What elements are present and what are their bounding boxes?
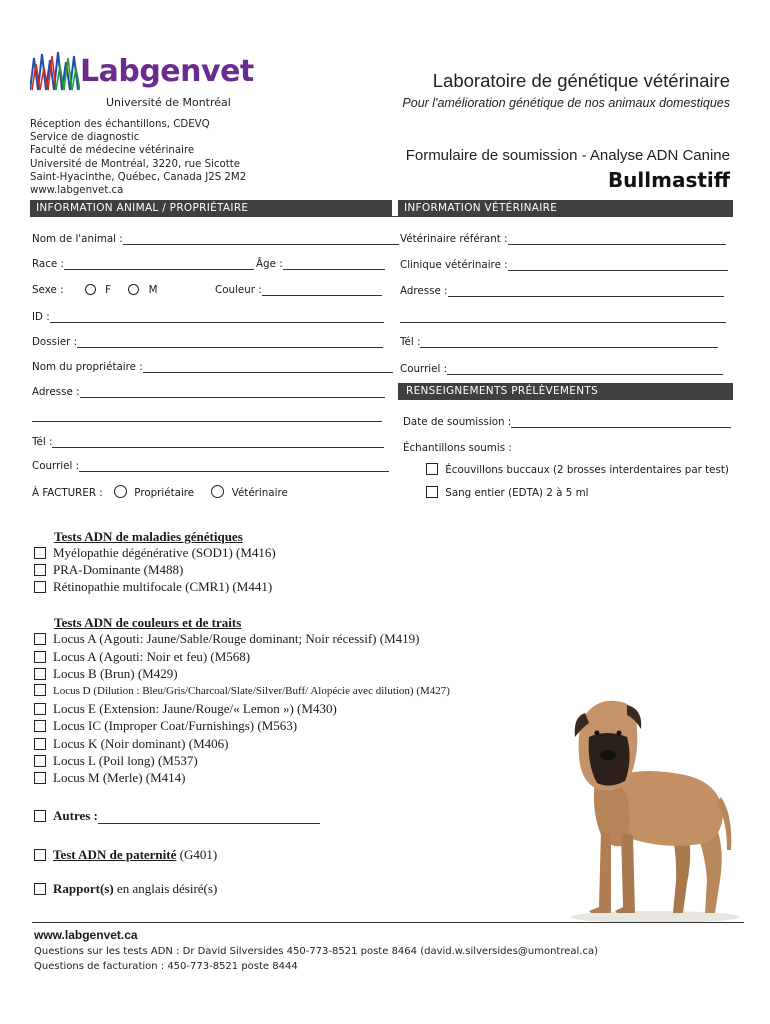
logo (30, 48, 254, 110)
trait-test-item[interactable] (34, 701, 337, 717)
radio-label: Vétérinaire (231, 487, 288, 499)
report-english-checkbox[interactable] (34, 883, 46, 895)
field-label: Vétérinaire référant : (400, 233, 508, 245)
samples-section-title: RENSEIGNEMENTS PRÉLÈVEMENTS (406, 385, 599, 397)
disease-test-checkbox[interactable] (34, 564, 46, 576)
other-test-item[interactable] (34, 808, 320, 824)
radio-label: F (105, 284, 112, 296)
trait-test-item[interactable] (34, 666, 178, 682)
trait-test-item[interactable] (34, 753, 198, 769)
id-field[interactable] (32, 311, 384, 323)
sex-m-radio[interactable] (128, 284, 139, 295)
field-label: Nom de l'animal : (32, 233, 123, 245)
brand-subtitle: Université de Montréal (106, 96, 231, 109)
age-field[interactable] (256, 258, 385, 270)
address-line: Saint-Hyacinthe, Québec, Canada J2S 2M2 (30, 171, 247, 183)
disease-test-item[interactable] (34, 545, 276, 561)
field-label: Adresse : (32, 386, 80, 398)
trait-test-item[interactable] (34, 770, 186, 786)
dossier-field[interactable] (32, 336, 383, 348)
test-label: Rétinopathie multifocale (CMR1) (M441) (53, 579, 273, 594)
vet-address-field[interactable] (400, 285, 724, 297)
dna-chromatogram-icon (30, 50, 80, 96)
trait-test-item[interactable] (34, 649, 250, 665)
address-line: Réception des échantillons, CDEVQ (30, 119, 210, 130)
blood-checkbox[interactable] (426, 486, 438, 498)
samples-section-header (398, 383, 733, 400)
owner-phone-field[interactable] (32, 436, 384, 448)
test-label: Locus K (Noir dominant) (M406) (53, 736, 229, 751)
footer-billing-contact: Questions de facturation : 450-773-8521 poste 8444 (34, 961, 298, 972)
color-field[interactable] (215, 284, 382, 296)
test-label: Locus B (Brun) (M429) (53, 666, 178, 681)
animal-owner-section-header: INFORMATION ANIMAL / PROPRIÉTAIRE (30, 200, 392, 217)
sex-field (32, 284, 158, 296)
test-label: Locus A (Agouti: Jaune/Sable/Rouge dominant; Noir récessif) (M419) (53, 631, 420, 646)
report-label: Rapport(s) (53, 881, 114, 896)
paternity-test-item[interactable] (34, 847, 217, 863)
bullmastiff-dog-image (555, 685, 755, 925)
submission-date-field[interactable] (403, 416, 731, 428)
footer-rule (32, 922, 744, 923)
referring-vet-field[interactable] (400, 233, 726, 245)
owner-address-line-2[interactable] (32, 421, 382, 422)
field-label: Tél : (400, 336, 421, 348)
trait-test-item[interactable] (34, 684, 450, 697)
test-label: Locus M (Merle) (M414) (53, 770, 186, 785)
other-input-line[interactable] (98, 811, 320, 824)
footer-website-link[interactable]: www.labgenvet.ca (34, 928, 138, 942)
trait-test-checkbox[interactable] (34, 633, 46, 645)
field-label: Courriel : (32, 460, 80, 472)
trait-tests-title: Tests ADN de couleurs et de traits (54, 615, 242, 630)
buccal-swab-checkbox[interactable] (426, 463, 438, 475)
field-label: Clinique vétérinaire : (400, 259, 508, 271)
lab-subtitle: Pour l'amélioration génétique de nos animaux domestiques (402, 96, 730, 110)
other-test-checkbox[interactable] (34, 810, 46, 822)
disease-test-item[interactable] (34, 562, 183, 578)
test-label: PRA-Dominante (M488) (53, 562, 184, 577)
sex-f-radio[interactable] (85, 284, 96, 295)
owner-email-field[interactable] (32, 460, 389, 472)
footer-tests-contact: Questions sur les tests ADN : Dr David Silversides 450-773-8521 poste 8464 (david.w.silversides@umontreal.ca) (34, 946, 598, 957)
vet-email-field[interactable] (400, 363, 723, 375)
field-label: ID : (32, 311, 50, 323)
lab-title: Laboratoire de génétique vétérinaire (432, 70, 730, 91)
field-label: Âge : (256, 258, 283, 270)
vet-phone-field[interactable] (400, 336, 718, 348)
test-label: Locus A (Agouti: Noir et feu) (M568) (53, 649, 251, 664)
radio-label: M (148, 284, 158, 296)
test-label: Locus E (Extension: Jaune/Rouge/« Lemon ») (M430) (53, 701, 337, 716)
field-label: Tél : (32, 436, 53, 448)
breed-title: Bullmastiff (607, 168, 730, 192)
race-field[interactable] (32, 258, 254, 270)
paternity-checkbox[interactable] (34, 849, 46, 861)
trait-test-checkbox[interactable] (34, 720, 46, 732)
animal-name-field[interactable] (32, 233, 399, 245)
report-label-rest: en anglais désiré(s) (116, 881, 218, 896)
other-label: Autres : (53, 808, 98, 823)
field-label: Adresse : (400, 285, 448, 297)
billing-field (32, 485, 288, 499)
paternity-label: Test ADN de paternité (53, 847, 177, 862)
website-link[interactable]: www.labgenvet.ca (30, 185, 124, 197)
trait-test-item[interactable] (34, 631, 419, 647)
report-english-item[interactable] (34, 881, 217, 897)
test-label: Locus D (Dilution : Bleu/Gris/Charcoal/Slate/Silver/Buff/ Alopécie avec dilution) (M427) (53, 685, 450, 697)
header-rule (392, 216, 398, 217)
clinic-field[interactable] (400, 259, 728, 271)
trait-test-item[interactable] (34, 718, 297, 734)
field-label: Sexe : (32, 284, 64, 296)
samples-submitted-label: Échantillons soumis : (403, 442, 512, 454)
test-label: Locus L (Poil long) (M537) (53, 753, 198, 768)
billing-owner-radio[interactable] (114, 485, 127, 498)
field-label: Courriel : (400, 363, 448, 375)
address-line: Service de diagnostic (30, 132, 140, 144)
radio-label: Propriétaire (134, 487, 195, 499)
option-label: Sang entier (EDTA) 2 à 5 ml (445, 487, 589, 499)
trait-test-checkbox[interactable] (34, 668, 46, 680)
disease-tests-title: Tests ADN de maladies génétiques (54, 529, 243, 544)
form-title: Formulaire de soumission - Analyse ADN Canine (405, 147, 730, 164)
disease-test-item[interactable] (34, 579, 272, 595)
trait-test-checkbox[interactable] (34, 684, 46, 696)
disease-test-checkbox[interactable] (34, 581, 46, 593)
field-label: Couleur : (215, 284, 262, 296)
billing-vet-radio[interactable] (211, 485, 224, 498)
field-label: Dossier : (32, 336, 78, 348)
owner-address-field[interactable] (32, 386, 385, 398)
trait-test-checkbox[interactable] (34, 651, 46, 663)
paternity-code: (G401) (179, 847, 218, 862)
vet-section-header: INFORMATION VÉTÉRINAIRE (398, 200, 733, 217)
owner-name-field[interactable] (32, 361, 393, 373)
test-label: Myélopathie dégénérative (SOD1) (M416) (53, 545, 276, 560)
vet-address-line-2[interactable] (400, 322, 726, 323)
buccal-swab-option[interactable] (426, 463, 729, 476)
option-label: Écouvillons buccaux (2 brosses interdentaires par test) (445, 464, 729, 476)
field-label: Date de soumission : (403, 416, 512, 428)
trait-test-checkbox[interactable] (34, 772, 46, 784)
address-block (30, 118, 246, 197)
field-label: Race : (32, 258, 64, 270)
trait-test-checkbox[interactable] (34, 738, 46, 750)
test-label: Locus IC (Improper Coat/Furnishings) (M563) (53, 718, 298, 733)
field-label: À FACTURER : (32, 487, 103, 499)
trait-test-checkbox[interactable] (34, 755, 46, 767)
address-line: Faculté de médecine vétérinaire (30, 145, 195, 157)
trait-test-item[interactable] (34, 736, 228, 752)
disease-test-checkbox[interactable] (34, 547, 46, 559)
brand-name: Labgenvet (80, 54, 254, 89)
trait-test-checkbox[interactable] (34, 703, 46, 715)
field-label: Nom du propriétaire : (32, 361, 143, 373)
blood-option[interactable] (426, 486, 588, 499)
address-line: Université de Montréal, 3220, rue Sicotte (30, 158, 241, 170)
